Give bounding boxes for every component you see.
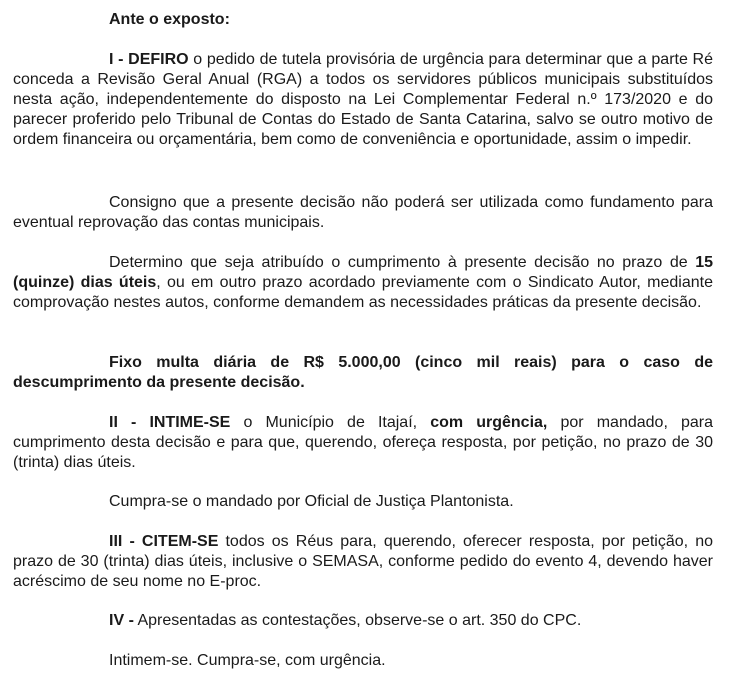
paragraph-intime bbox=[13, 413, 713, 473]
paragraph-contestacoes bbox=[13, 611, 713, 631]
paragraph-text: Consigno que a presente decisão não poderá ser utilizada como fundamento para eventual reprovação das contas municipais. bbox=[13, 194, 713, 231]
paragraph-citem bbox=[13, 532, 713, 592]
paragraph-text: , ou em outro prazo acordado previamente com o Sindicato Autor, mediante comprovação nestes autos, conforme demandem as necessidades práticas da presente decisão. bbox=[13, 274, 713, 311]
paragraph-defiro bbox=[13, 50, 713, 150]
paragraph-urgency: com urgência, bbox=[430, 414, 548, 431]
paragraph-determino bbox=[13, 253, 713, 313]
paragraph-consigno bbox=[13, 193, 713, 233]
paragraph-text: Cumpra-se o mandado por Oficial de Justiça Plantonista. bbox=[109, 493, 514, 510]
paragraph-lead: IV - bbox=[109, 612, 134, 629]
paragraph-lead: II - INTIME-SE bbox=[109, 414, 231, 431]
paragraph-cumpra bbox=[13, 492, 713, 512]
paragraph-text: o pedido de tutela provisória de urgência para determinar que a parte Ré conceda a Revisão Geral Anual (RGA) a todos os servidores públicos municipais substituídos nesta ação, independentemente do disposto na Lei Complementar Federal n.º 173/2020 e do parecer proferido pelo Tribunal de Contas do Estado de Santa Catarina, salvo se outro motivo de ordem financeira ou orçamentária, bem como de conveniência e oportunidade, assim o impedir. bbox=[13, 51, 714, 148]
paragraph-multa bbox=[13, 353, 713, 393]
paragraph-deadline: 15 (quinze) dias úteis bbox=[13, 254, 713, 291]
paragraph-text: Intimem-se. Cumpra-se, com urgência. bbox=[109, 652, 386, 669]
paragraph-lead: III - CITEM-SE bbox=[109, 533, 219, 550]
paragraph-text: Apresentadas as contestações, observe-se o art. 350 do CPC. bbox=[133, 612, 582, 629]
paragraph-text: o Município de Itajaí, bbox=[230, 414, 431, 431]
paragraph-text: Fixo multa diária de R$ 5.000,00 (cinco mil reais) para o caso de descumprimento da presente decisão. bbox=[13, 354, 713, 391]
paragraph-text: por mandado, para cumprimento desta decisão e para que, querendo, ofereça resposta, por petição, no prazo de 30 (trinta) dias úteis. bbox=[13, 414, 714, 471]
paragraph-text: todos os Réus para, querendo, oferecer resposta, por petição, no prazo de 30 (trinta) dias úteis, inclusive o SEMASA, conforme pedido do evento 4, devendo haver acréscimo de seu nome no E-proc. bbox=[13, 533, 713, 590]
paragraph-lead: I - DEFIRO bbox=[109, 51, 189, 68]
paragraph-intimem bbox=[13, 651, 713, 671]
section-heading: Ante o exposto: bbox=[109, 11, 230, 28]
paragraph-text: Determino que seja atribuído o cumprimento à presente decisão no prazo de bbox=[109, 254, 696, 271]
